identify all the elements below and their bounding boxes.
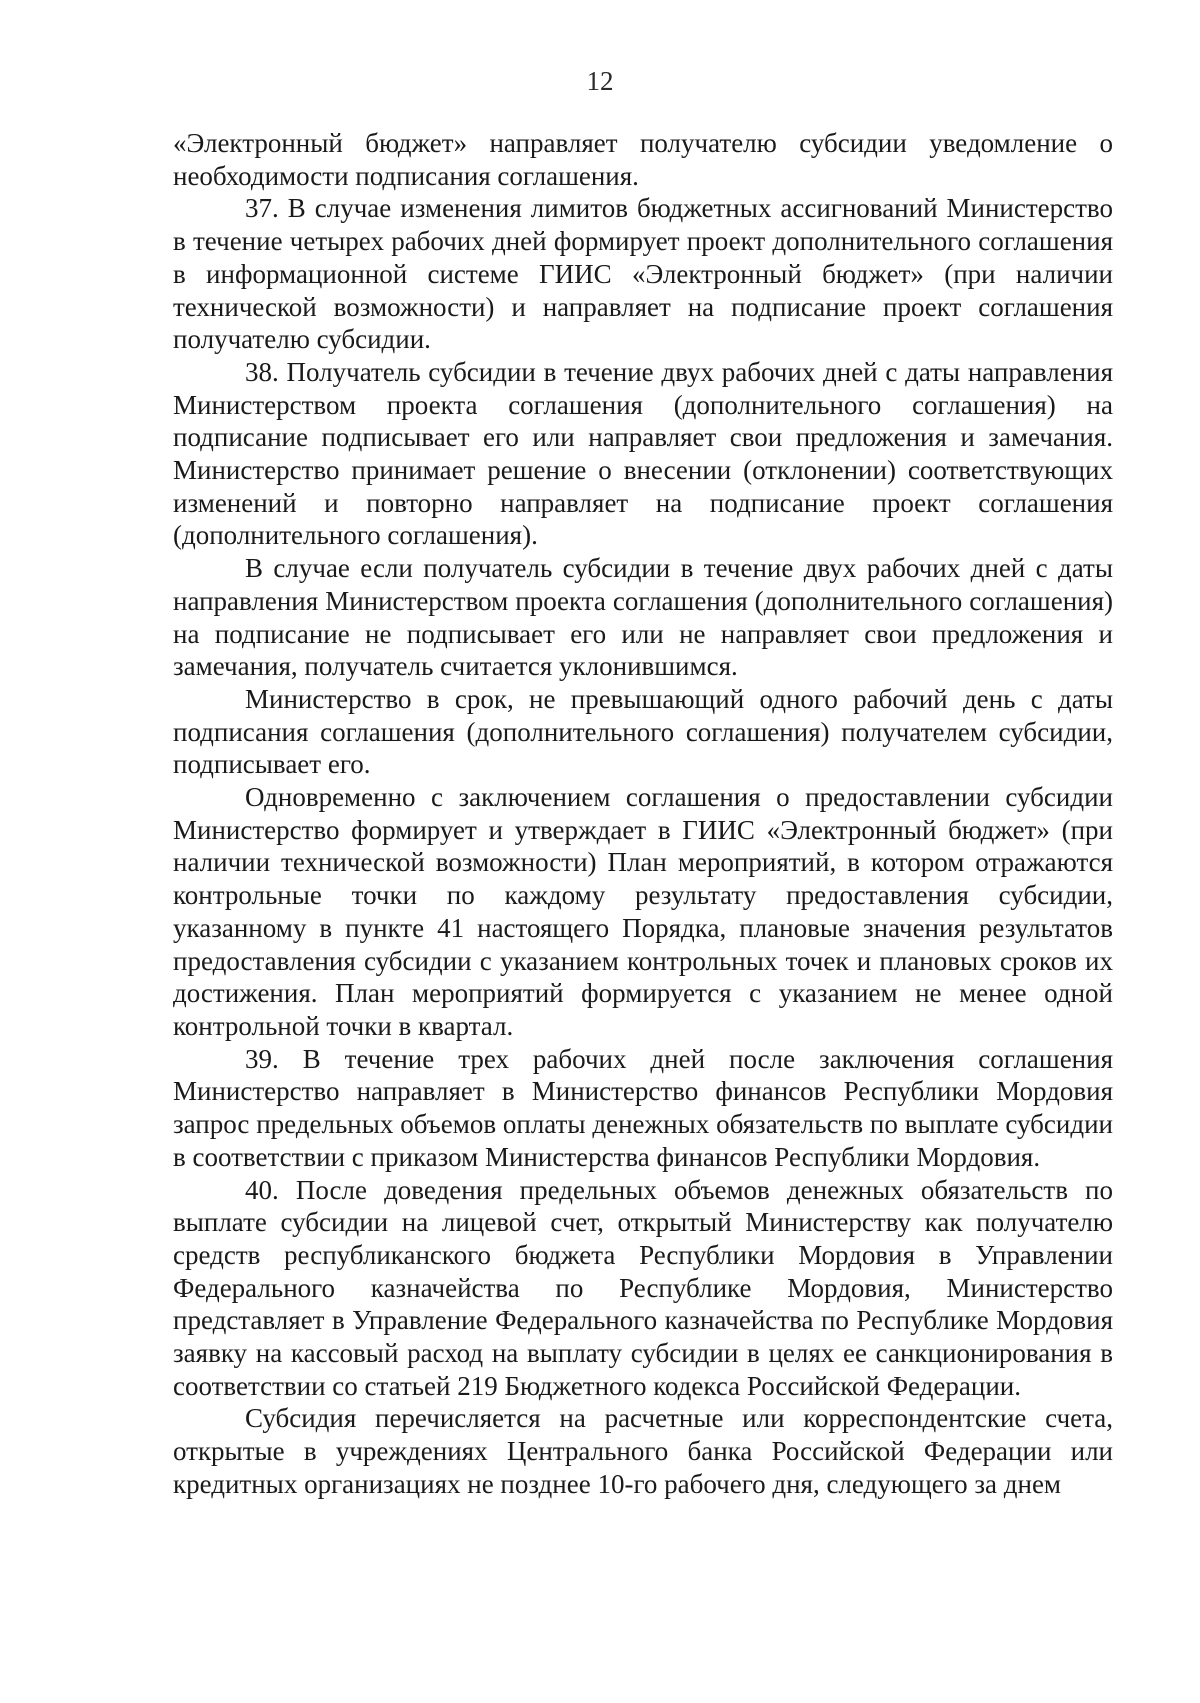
page-number: 12: [586, 66, 614, 96]
paragraph-continuation: «Электронный бюджет» направляет получателю субсидии уведомление о необходимости подписания соглашения.: [173, 128, 1113, 191]
paragraph-evasion-clause: В случае если получатель субсидии в течение двух рабочих дней с даты направления Министерством проекта соглашения (дополнительного соглашения) на подписание не подписывает его или не направляет свои предложения и замечания, получатель считается уклонившимся.: [173, 553, 1113, 682]
paragraph-subsidy-transfer: Субсидия перечисляется на расчетные или корреспондентские счета, открытые в учреждениях Центрального банка Российской Федерации или кредитных организациях не позднее 10-го рабочего дня, следующего за днем: [173, 1403, 1113, 1499]
document-body: [173, 127, 1113, 1501]
paragraph-action-plan: Одновременно с заключением соглашения о предоставлении субсидии Министерство формирует и утверждает в ГИИС «Электронный бюджет» (при наличии технической возможности) План мероприятий, в котором отражаются контрольные точки по каждому результату предоставления субсидии, указанному в пункте 41 настоящего Порядка, плановые значения результатов предоставления субсидии с указанием контрольных точек и плановых сроков их достижения. План мероприятий формируется с указанием не менее одной контрольной точки в квартал.: [173, 782, 1113, 1041]
paragraph-item-40: 40. После доведения предельных объемов денежных обязательств по выплате субсидии на лицевой счет, открытый Министерству как получателю средств республиканского бюджета Республики Мордовия в Управлении Федерального казначейства по Республике Мордовия, Министерство представляет в Управление Федерального казначейства по Республике Мордовия заявку на кассовый расход на выплату субсидии в целях ее санкционирования в соответствии со статьей 219 Бюджетного кодекса Российской Федерации.: [173, 1174, 1113, 1401]
paragraph-item-37: 37. В случае изменения лимитов бюджетных ассигнований Министерство в течение четырех рабочих дней формирует проект дополнительного соглашения в информационной системе ГИИС «Электронный бюджет» (при наличии технической возможности) и направляет на подписание проект соглашения получателю субсидии.: [173, 193, 1113, 355]
paragraph-ministry-signing: Министерство в срок, не превышающий одного рабочий день с даты подписания соглашения (дополнительного соглашения) получателем субсидии, подписывает его.: [173, 683, 1113, 780]
paragraph-item-38: 38. Получатель субсидии в течение двух рабочих дней с даты направления Министерством проекта соглашения (дополнительного соглашения) на подписание подписывает его или направляет свои предложения и замечания. Министерство принимает решение о внесении (отклонении) соответствующих изменений и повторно направляет на подписание проект соглашения (дополнительного соглашения).: [173, 356, 1113, 551]
paragraph-item-39: 39. В течение трех рабочих дней после заключения соглашения Министерство направляет в Министерство финансов Республики Мордовия запрос предельных объемов оплаты денежных обязательств по выплате субсидии в соответствии с приказом Министерства финансов Республики Мордовия.: [173, 1043, 1113, 1172]
